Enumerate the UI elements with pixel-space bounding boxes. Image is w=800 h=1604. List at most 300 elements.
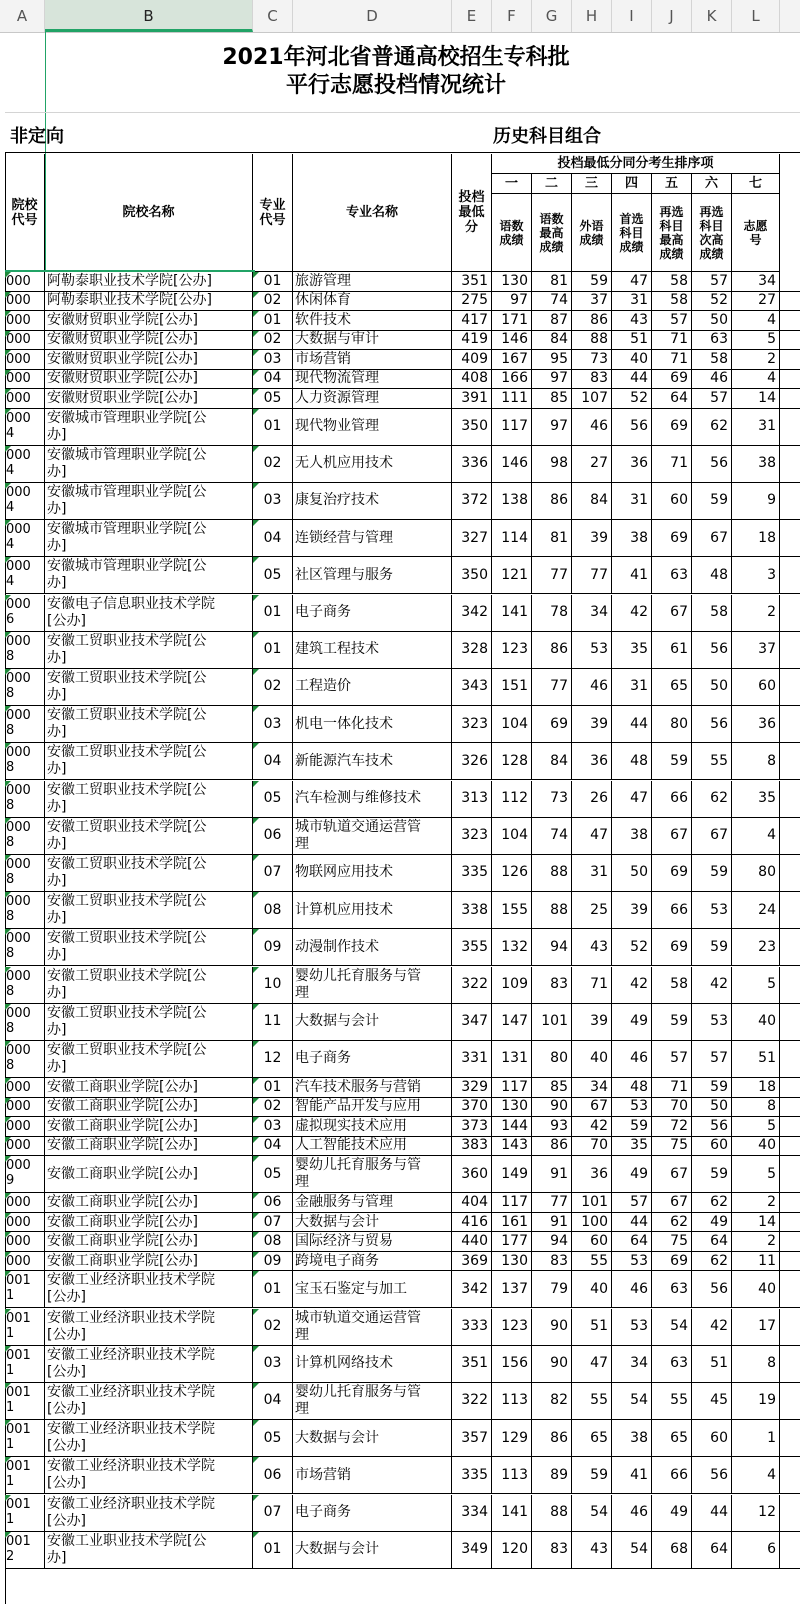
- tie-score-cell[interactable]: 58: [692, 350, 732, 369]
- column-header-H[interactable]: H: [572, 0, 612, 32]
- tie-score-cell[interactable]: 90: [532, 1346, 572, 1382]
- major-name-cell[interactable]: 婴幼儿托育服务与管 理: [293, 1383, 452, 1419]
- tie-score-cell[interactable]: 58: [652, 272, 692, 291]
- school-code-cell[interactable]: 001 1: [5, 1383, 45, 1419]
- tie-score-cell[interactable]: 49: [612, 1156, 652, 1192]
- tie-score-cell[interactable]: 54: [572, 1495, 612, 1531]
- school-name-cell[interactable]: 安徽工商职业学院[公办]: [45, 1156, 253, 1192]
- min-score-cell[interactable]: 373: [452, 1117, 492, 1136]
- school-name-cell[interactable]: 安徽城市管理职业学院[公 办]: [45, 446, 253, 482]
- tie-score-cell[interactable]: 47: [572, 1346, 612, 1382]
- tie-score-cell[interactable]: 177: [492, 1232, 532, 1251]
- major-name-cell[interactable]: 金融服务与管理: [293, 1193, 452, 1212]
- tie-score-cell[interactable]: 56: [692, 632, 732, 668]
- column-header-J[interactable]: J: [652, 0, 692, 32]
- tie-score-cell[interactable]: 46: [572, 409, 612, 445]
- school-name-cell[interactable]: 安徽工贸职业技术学院[公 办]: [45, 967, 253, 1003]
- tie-score-cell[interactable]: 86: [532, 483, 572, 519]
- column-header-G[interactable]: G: [532, 0, 572, 32]
- min-score-cell[interactable]: 419: [452, 331, 492, 350]
- table-row[interactable]: [5, 1117, 800, 1137]
- table-row[interactable]: [5, 409, 800, 446]
- school-code-cell[interactable]: 000 8: [5, 892, 45, 928]
- tie-score-cell[interactable]: 58: [652, 967, 692, 1003]
- tie-score-cell[interactable]: 48: [692, 557, 732, 593]
- school-code-cell[interactable]: 000 4: [5, 446, 45, 482]
- tie-score-cell[interactable]: 42: [612, 967, 652, 1003]
- school-code-cell[interactable]: 001 2: [5, 1532, 45, 1568]
- major-code-cell[interactable]: 04: [253, 520, 293, 556]
- school-name-cell[interactable]: 阿勒泰职业技术学院[公办]: [45, 292, 253, 311]
- tie-score-cell[interactable]: 69: [652, 370, 692, 389]
- major-code-cell[interactable]: 01: [253, 595, 293, 631]
- tie-score-cell[interactable]: 88: [532, 892, 572, 928]
- major-code-cell[interactable]: 11: [253, 1004, 293, 1040]
- school-code-cell[interactable]: 000: [5, 1193, 45, 1212]
- tie-score-cell[interactable]: 64: [652, 389, 692, 408]
- major-name-cell[interactable]: 汽车检测与维修技术: [293, 781, 452, 817]
- tie-score-cell[interactable]: 132: [492, 929, 532, 965]
- major-name-cell[interactable]: 大数据与审计: [293, 331, 452, 350]
- tie-score-cell[interactable]: 83: [532, 967, 572, 1003]
- tie-score-cell[interactable]: 71: [572, 967, 612, 1003]
- tie-score-cell[interactable]: 39: [572, 1004, 612, 1040]
- school-code-cell[interactable]: 000: [5, 1213, 45, 1232]
- min-score-cell[interactable]: 351: [452, 1346, 492, 1382]
- tie-score-cell[interactable]: 60: [692, 1420, 732, 1456]
- school-name-cell[interactable]: 安徽城市管理职业学院[公 办]: [45, 520, 253, 556]
- tie-score-cell[interactable]: 38: [612, 520, 652, 556]
- header-order-2[interactable]: 二: [532, 174, 572, 194]
- table-row[interactable]: [5, 1193, 800, 1213]
- tie-score-cell[interactable]: 54: [612, 1383, 652, 1419]
- min-score-cell[interactable]: 383: [452, 1137, 492, 1156]
- tie-score-cell[interactable]: 51: [572, 1309, 612, 1345]
- major-name-cell[interactable]: 大数据与会计: [293, 1420, 452, 1456]
- tie-score-cell[interactable]: 69: [652, 855, 692, 891]
- tie-score-cell[interactable]: 35: [612, 632, 652, 668]
- tie-score-cell[interactable]: 58: [652, 292, 692, 311]
- tie-score-cell[interactable]: 54: [652, 1309, 692, 1345]
- school-code-cell[interactable]: 000 8: [5, 855, 45, 891]
- tie-score-cell[interactable]: 93: [532, 1117, 572, 1136]
- tie-score-cell[interactable]: 57: [692, 389, 732, 408]
- school-code-cell[interactable]: 000 4: [5, 520, 45, 556]
- major-name-cell[interactable]: 康复治疗技术: [293, 483, 452, 519]
- major-name-cell[interactable]: 电子商务: [293, 1041, 452, 1077]
- tie-score-cell[interactable]: 71: [652, 446, 692, 482]
- tie-score-cell[interactable]: 50: [692, 1098, 732, 1117]
- tie-score-cell[interactable]: 60: [692, 1137, 732, 1156]
- tie-score-cell[interactable]: 104: [492, 818, 532, 854]
- tie-score-cell[interactable]: 149: [492, 1156, 532, 1192]
- tie-score-cell[interactable]: 43: [572, 929, 612, 965]
- tie-score-cell[interactable]: 2: [732, 1232, 780, 1251]
- tie-score-cell[interactable]: 166: [492, 370, 532, 389]
- min-score-cell[interactable]: 417: [452, 311, 492, 330]
- tie-score-cell[interactable]: 86: [532, 1137, 572, 1156]
- school-name-cell[interactable]: 安徽工商职业学院[公办]: [45, 1193, 253, 1212]
- major-code-cell[interactable]: 01: [253, 1078, 293, 1097]
- min-score-cell[interactable]: 369: [452, 1252, 492, 1271]
- tie-score-cell[interactable]: 59: [652, 1004, 692, 1040]
- tie-score-cell[interactable]: 87: [532, 311, 572, 330]
- tie-score-cell[interactable]: 88: [572, 331, 612, 350]
- table-row[interactable]: [5, 632, 800, 669]
- school-name-cell[interactable]: 安徽工贸职业技术学院[公 办]: [45, 855, 253, 891]
- tie-score-cell[interactable]: 88: [532, 1495, 572, 1531]
- tie-score-cell[interactable]: 44: [612, 1213, 652, 1232]
- tie-score-cell[interactable]: 62: [692, 409, 732, 445]
- tie-score-cell[interactable]: 25: [572, 892, 612, 928]
- major-name-cell[interactable]: 现代物业管理: [293, 409, 452, 445]
- tie-score-cell[interactable]: 151: [492, 669, 532, 705]
- min-score-cell[interactable]: 338: [452, 892, 492, 928]
- major-name-cell[interactable]: 电子商务: [293, 595, 452, 631]
- major-name-cell[interactable]: 计算机应用技术: [293, 892, 452, 928]
- tie-score-cell[interactable]: 101: [572, 1193, 612, 1212]
- tie-score-cell[interactable]: 46: [692, 370, 732, 389]
- header-major-name[interactable]: 专业名称: [293, 154, 452, 272]
- tie-score-cell[interactable]: 67: [652, 1156, 692, 1192]
- tie-score-cell[interactable]: 47: [612, 272, 652, 291]
- tie-score-cell[interactable]: 63: [652, 1346, 692, 1382]
- tie-score-cell[interactable]: 129: [492, 1420, 532, 1456]
- major-name-cell[interactable]: 工程造价: [293, 669, 452, 705]
- tie-score-cell[interactable]: 18: [732, 1078, 780, 1097]
- tie-score-cell[interactable]: 50: [612, 855, 652, 891]
- tie-score-cell[interactable]: 45: [692, 1383, 732, 1419]
- tie-score-cell[interactable]: 94: [532, 1232, 572, 1251]
- min-score-cell[interactable]: 351: [452, 272, 492, 291]
- tie-score-cell[interactable]: 59: [652, 743, 692, 779]
- min-score-cell[interactable]: 336: [452, 446, 492, 482]
- major-code-cell[interactable]: 01: [253, 1271, 293, 1307]
- school-code-cell[interactable]: 000: [5, 311, 45, 330]
- major-name-cell[interactable]: 国际经济与贸易: [293, 1232, 452, 1251]
- tie-score-cell[interactable]: 68: [652, 1532, 692, 1568]
- tie-score-cell[interactable]: 2: [732, 595, 780, 631]
- school-name-cell[interactable]: 安徽工商职业学院[公办]: [45, 1137, 253, 1156]
- tie-score-cell[interactable]: 2: [732, 1193, 780, 1212]
- table-row[interactable]: [5, 483, 800, 520]
- min-score-cell[interactable]: 331: [452, 1041, 492, 1077]
- tie-score-cell[interactable]: 31: [572, 855, 612, 891]
- tie-score-cell[interactable]: 56: [692, 1457, 732, 1493]
- header-sub-6[interactable]: 再选 科目 次高 成绩: [692, 194, 732, 272]
- major-name-cell[interactable]: 机电一体化技术: [293, 706, 452, 742]
- tie-score-cell[interactable]: 156: [492, 1346, 532, 1382]
- min-score-cell[interactable]: 323: [452, 706, 492, 742]
- school-name-cell[interactable]: 安徽工贸职业技术学院[公 办]: [45, 892, 253, 928]
- school-name-cell[interactable]: 安徽工贸职业技术学院[公 办]: [45, 706, 253, 742]
- tie-score-cell[interactable]: 77: [532, 1193, 572, 1212]
- tie-score-cell[interactable]: 54: [612, 1532, 652, 1568]
- table-row[interactable]: [5, 1495, 800, 1532]
- major-name-cell[interactable]: 大数据与会计: [293, 1004, 452, 1040]
- school-name-cell[interactable]: 安徽工业经济职业技术学院 [公办]: [45, 1346, 253, 1382]
- tie-score-cell[interactable]: 36: [732, 706, 780, 742]
- major-code-cell[interactable]: 03: [253, 1117, 293, 1136]
- tie-score-cell[interactable]: 57: [692, 272, 732, 291]
- table-row[interactable]: [5, 1457, 800, 1494]
- major-name-cell[interactable]: 汽车技术服务与营销: [293, 1078, 452, 1097]
- min-score-cell[interactable]: 391: [452, 389, 492, 408]
- tie-score-cell[interactable]: 14: [732, 389, 780, 408]
- tie-score-cell[interactable]: 86: [532, 632, 572, 668]
- school-code-cell[interactable]: 000 8: [5, 929, 45, 965]
- tie-score-cell[interactable]: 98: [532, 446, 572, 482]
- tie-score-cell[interactable]: 58: [692, 595, 732, 631]
- table-row[interactable]: [5, 929, 800, 966]
- school-code-cell[interactable]: 000 4: [5, 409, 45, 445]
- tie-score-cell[interactable]: 53: [612, 1309, 652, 1345]
- tie-score-cell[interactable]: 41: [612, 1457, 652, 1493]
- school-name-cell[interactable]: 安徽工贸职业技术学院[公 办]: [45, 929, 253, 965]
- tie-score-cell[interactable]: 36: [612, 446, 652, 482]
- school-name-cell[interactable]: 安徽工业经济职业技术学院 [公办]: [45, 1309, 253, 1345]
- tie-score-cell[interactable]: 126: [492, 855, 532, 891]
- tie-score-cell[interactable]: 79: [532, 1271, 572, 1307]
- school-code-cell[interactable]: 000: [5, 1252, 45, 1271]
- table-row[interactable]: [5, 818, 800, 855]
- tie-score-cell[interactable]: 147: [492, 1004, 532, 1040]
- tie-score-cell[interactable]: 67: [652, 818, 692, 854]
- major-name-cell[interactable]: 电子商务: [293, 1495, 452, 1531]
- tie-score-cell[interactable]: 50: [692, 311, 732, 330]
- school-code-cell[interactable]: 000 4: [5, 557, 45, 593]
- tie-score-cell[interactable]: 130: [492, 1252, 532, 1271]
- min-score-cell[interactable]: 350: [452, 557, 492, 593]
- tie-score-cell[interactable]: 71: [652, 350, 692, 369]
- tie-score-cell[interactable]: 73: [572, 350, 612, 369]
- column-header-I[interactable]: I: [612, 0, 652, 32]
- tie-score-cell[interactable]: 85: [532, 389, 572, 408]
- tie-score-cell[interactable]: 49: [692, 1213, 732, 1232]
- tie-score-cell[interactable]: 107: [572, 389, 612, 408]
- school-code-cell[interactable]: 001 1: [5, 1346, 45, 1382]
- tie-score-cell[interactable]: 67: [572, 1098, 612, 1117]
- school-name-cell[interactable]: 安徽工贸职业技术学院[公 办]: [45, 1004, 253, 1040]
- major-name-cell[interactable]: 社区管理与服务: [293, 557, 452, 593]
- tie-score-cell[interactable]: 74: [532, 292, 572, 311]
- major-code-cell[interactable]: 07: [253, 1213, 293, 1232]
- min-score-cell[interactable]: 322: [452, 1383, 492, 1419]
- major-code-cell[interactable]: 12: [253, 1041, 293, 1077]
- table-row[interactable]: [5, 967, 800, 1004]
- header-sub-2[interactable]: 语数 最高 成绩: [532, 194, 572, 272]
- tie-score-cell[interactable]: 77: [572, 557, 612, 593]
- tie-score-cell[interactable]: 56: [692, 446, 732, 482]
- major-code-cell[interactable]: 01: [253, 272, 293, 291]
- tie-score-cell[interactable]: 2: [732, 350, 780, 369]
- major-code-cell[interactable]: 01: [253, 409, 293, 445]
- tie-score-cell[interactable]: 138: [492, 483, 532, 519]
- tie-score-cell[interactable]: 35: [732, 781, 780, 817]
- tie-score-cell[interactable]: 52: [692, 292, 732, 311]
- major-name-cell[interactable]: 城市轨道交通运营管 理: [293, 818, 452, 854]
- school-name-cell[interactable]: 安徽城市管理职业学院[公 办]: [45, 557, 253, 593]
- tie-score-cell[interactable]: 26: [572, 781, 612, 817]
- tie-score-cell[interactable]: 81: [532, 520, 572, 556]
- table-row[interactable]: [5, 557, 800, 594]
- tie-score-cell[interactable]: 146: [492, 446, 532, 482]
- header-sub-4[interactable]: 首选 科目 成绩: [612, 194, 652, 272]
- major-code-cell[interactable]: 09: [253, 1252, 293, 1271]
- tie-score-cell[interactable]: 34: [732, 272, 780, 291]
- major-name-cell[interactable]: 宝玉石鉴定与加工: [293, 1271, 452, 1307]
- min-score-cell[interactable]: 322: [452, 967, 492, 1003]
- tie-score-cell[interactable]: 167: [492, 350, 532, 369]
- tie-score-cell[interactable]: 57: [652, 311, 692, 330]
- major-name-cell[interactable]: 婴幼儿托育服务与管 理: [293, 1156, 452, 1192]
- major-code-cell[interactable]: 05: [253, 389, 293, 408]
- tie-score-cell[interactable]: 4: [732, 311, 780, 330]
- tie-score-cell[interactable]: 137: [492, 1271, 532, 1307]
- tie-score-cell[interactable]: 53: [612, 1098, 652, 1117]
- tie-score-cell[interactable]: 36: [572, 743, 612, 779]
- tie-score-cell[interactable]: 84: [572, 483, 612, 519]
- tie-score-cell[interactable]: 75: [652, 1232, 692, 1251]
- tie-score-cell[interactable]: 141: [492, 1495, 532, 1531]
- major-name-cell[interactable]: 连锁经营与管理: [293, 520, 452, 556]
- table-row[interactable]: [5, 706, 800, 743]
- min-score-cell[interactable]: 342: [452, 595, 492, 631]
- tie-score-cell[interactable]: 19: [732, 1383, 780, 1419]
- tie-score-cell[interactable]: 71: [652, 331, 692, 350]
- column-header-F[interactable]: F: [492, 0, 532, 32]
- major-name-cell[interactable]: 休闲体育: [293, 292, 452, 311]
- tie-score-cell[interactable]: 171: [492, 311, 532, 330]
- column-header-A[interactable]: A: [0, 0, 45, 32]
- school-name-cell[interactable]: 安徽工业经济职业技术学院 [公办]: [45, 1495, 253, 1531]
- major-code-cell[interactable]: 03: [253, 1346, 293, 1382]
- tie-score-cell[interactable]: 48: [612, 743, 652, 779]
- tie-score-cell[interactable]: 82: [532, 1383, 572, 1419]
- table-row[interactable]: [5, 311, 800, 331]
- major-code-cell[interactable]: 05: [253, 1156, 293, 1192]
- tie-score-cell[interactable]: 94: [532, 929, 572, 965]
- school-name-cell[interactable]: 安徽工业经济职业技术学院 [公办]: [45, 1271, 253, 1307]
- header-sub-5[interactable]: 再选 科目 最高 成绩: [652, 194, 692, 272]
- tie-score-cell[interactable]: 84: [532, 743, 572, 779]
- tie-score-cell[interactable]: 85: [532, 1078, 572, 1097]
- tie-score-cell[interactable]: 65: [572, 1420, 612, 1456]
- tie-score-cell[interactable]: 4: [732, 370, 780, 389]
- major-code-cell[interactable]: 04: [253, 1137, 293, 1156]
- tie-score-cell[interactable]: 55: [572, 1383, 612, 1419]
- min-score-cell[interactable]: 313: [452, 781, 492, 817]
- tie-score-cell[interactable]: 114: [492, 520, 532, 556]
- school-name-cell[interactable]: 安徽工贸职业技术学院[公 办]: [45, 632, 253, 668]
- tie-score-cell[interactable]: 64: [692, 1532, 732, 1568]
- min-score-cell[interactable]: 327: [452, 520, 492, 556]
- tie-score-cell[interactable]: 130: [492, 1098, 532, 1117]
- school-name-cell[interactable]: 安徽工商职业学院[公办]: [45, 1213, 253, 1232]
- tie-score-cell[interactable]: 43: [572, 1532, 612, 1568]
- tie-score-cell[interactable]: 95: [532, 350, 572, 369]
- major-name-cell[interactable]: 软件技术: [293, 311, 452, 330]
- school-code-cell[interactable]: 000 8: [5, 1004, 45, 1040]
- school-name-cell[interactable]: 安徽财贸职业学院[公办]: [45, 350, 253, 369]
- tie-score-cell[interactable]: 41: [612, 557, 652, 593]
- tie-score-cell[interactable]: 80: [732, 855, 780, 891]
- tie-score-cell[interactable]: 47: [612, 781, 652, 817]
- table-row[interactable]: [5, 1532, 800, 1569]
- min-score-cell[interactable]: 370: [452, 1098, 492, 1117]
- table-row[interactable]: [5, 1041, 800, 1078]
- table-row[interactable]: [5, 370, 800, 390]
- school-name-cell[interactable]: 安徽城市管理职业学院[公 办]: [45, 483, 253, 519]
- major-code-cell[interactable]: 02: [253, 1309, 293, 1345]
- tie-score-cell[interactable]: 46: [612, 1271, 652, 1307]
- major-name-cell[interactable]: 新能源汽车技术: [293, 743, 452, 779]
- tie-score-cell[interactable]: 51: [692, 1346, 732, 1382]
- tie-score-cell[interactable]: 56: [692, 1117, 732, 1136]
- min-score-cell[interactable]: 404: [452, 1193, 492, 1212]
- tie-score-cell[interactable]: 117: [492, 1193, 532, 1212]
- table-row[interactable]: [5, 1232, 800, 1252]
- tie-score-cell[interactable]: 53: [692, 892, 732, 928]
- tie-score-cell[interactable]: 89: [532, 1457, 572, 1493]
- tie-score-cell[interactable]: 49: [612, 1004, 652, 1040]
- tie-score-cell[interactable]: 5: [732, 331, 780, 350]
- tie-score-cell[interactable]: 52: [612, 929, 652, 965]
- tie-score-cell[interactable]: 67: [652, 1193, 692, 1212]
- school-name-cell[interactable]: 阿勒泰职业技术学院[公办]: [45, 272, 253, 291]
- tie-score-cell[interactable]: 75: [652, 1137, 692, 1156]
- table-row[interactable]: [5, 1137, 800, 1157]
- tie-score-cell[interactable]: 34: [572, 1078, 612, 1097]
- tie-score-cell[interactable]: 14: [732, 1213, 780, 1232]
- major-name-cell[interactable]: 城市轨道交通运营管 理: [293, 1309, 452, 1345]
- min-score-cell[interactable]: 416: [452, 1213, 492, 1232]
- min-score-cell[interactable]: 355: [452, 929, 492, 965]
- table-row[interactable]: [5, 1004, 800, 1041]
- major-code-cell[interactable]: 05: [253, 781, 293, 817]
- school-name-cell[interactable]: 安徽工业经济职业技术学院 [公办]: [45, 1420, 253, 1456]
- tie-score-cell[interactable]: 37: [572, 292, 612, 311]
- tie-score-cell[interactable]: 66: [652, 1457, 692, 1493]
- tie-score-cell[interactable]: 42: [692, 967, 732, 1003]
- school-code-cell[interactable]: 000 8: [5, 781, 45, 817]
- major-name-cell[interactable]: 动漫制作技术: [293, 929, 452, 965]
- tie-score-cell[interactable]: 4: [732, 818, 780, 854]
- tie-score-cell[interactable]: 78: [532, 595, 572, 631]
- tie-score-cell[interactable]: 40: [612, 350, 652, 369]
- tie-score-cell[interactable]: 31: [732, 409, 780, 445]
- table-row[interactable]: [5, 1078, 800, 1098]
- school-name-cell[interactable]: 安徽财贸职业学院[公办]: [45, 370, 253, 389]
- school-code-cell[interactable]: 000 8: [5, 967, 45, 1003]
- column-header-C[interactable]: C: [253, 0, 293, 32]
- header-min-score[interactable]: 投档 最低 分: [452, 154, 492, 272]
- tie-score-cell[interactable]: 83: [572, 370, 612, 389]
- table-row[interactable]: [5, 855, 800, 892]
- tie-score-cell[interactable]: 38: [612, 818, 652, 854]
- tie-score-cell[interactable]: 70: [572, 1137, 612, 1156]
- tie-score-cell[interactable]: 56: [612, 409, 652, 445]
- header-tie-group[interactable]: 投档最低分同分考生排序项: [492, 154, 780, 174]
- tie-score-cell[interactable]: 71: [652, 1078, 692, 1097]
- header-order-7[interactable]: 七: [732, 174, 780, 194]
- tie-score-cell[interactable]: 31: [612, 483, 652, 519]
- major-code-cell[interactable]: 02: [253, 1098, 293, 1117]
- tie-score-cell[interactable]: 111: [492, 389, 532, 408]
- school-name-cell[interactable]: 安徽工商职业学院[公办]: [45, 1078, 253, 1097]
- column-header-L[interactable]: L: [732, 0, 780, 32]
- tie-score-cell[interactable]: 9: [732, 483, 780, 519]
